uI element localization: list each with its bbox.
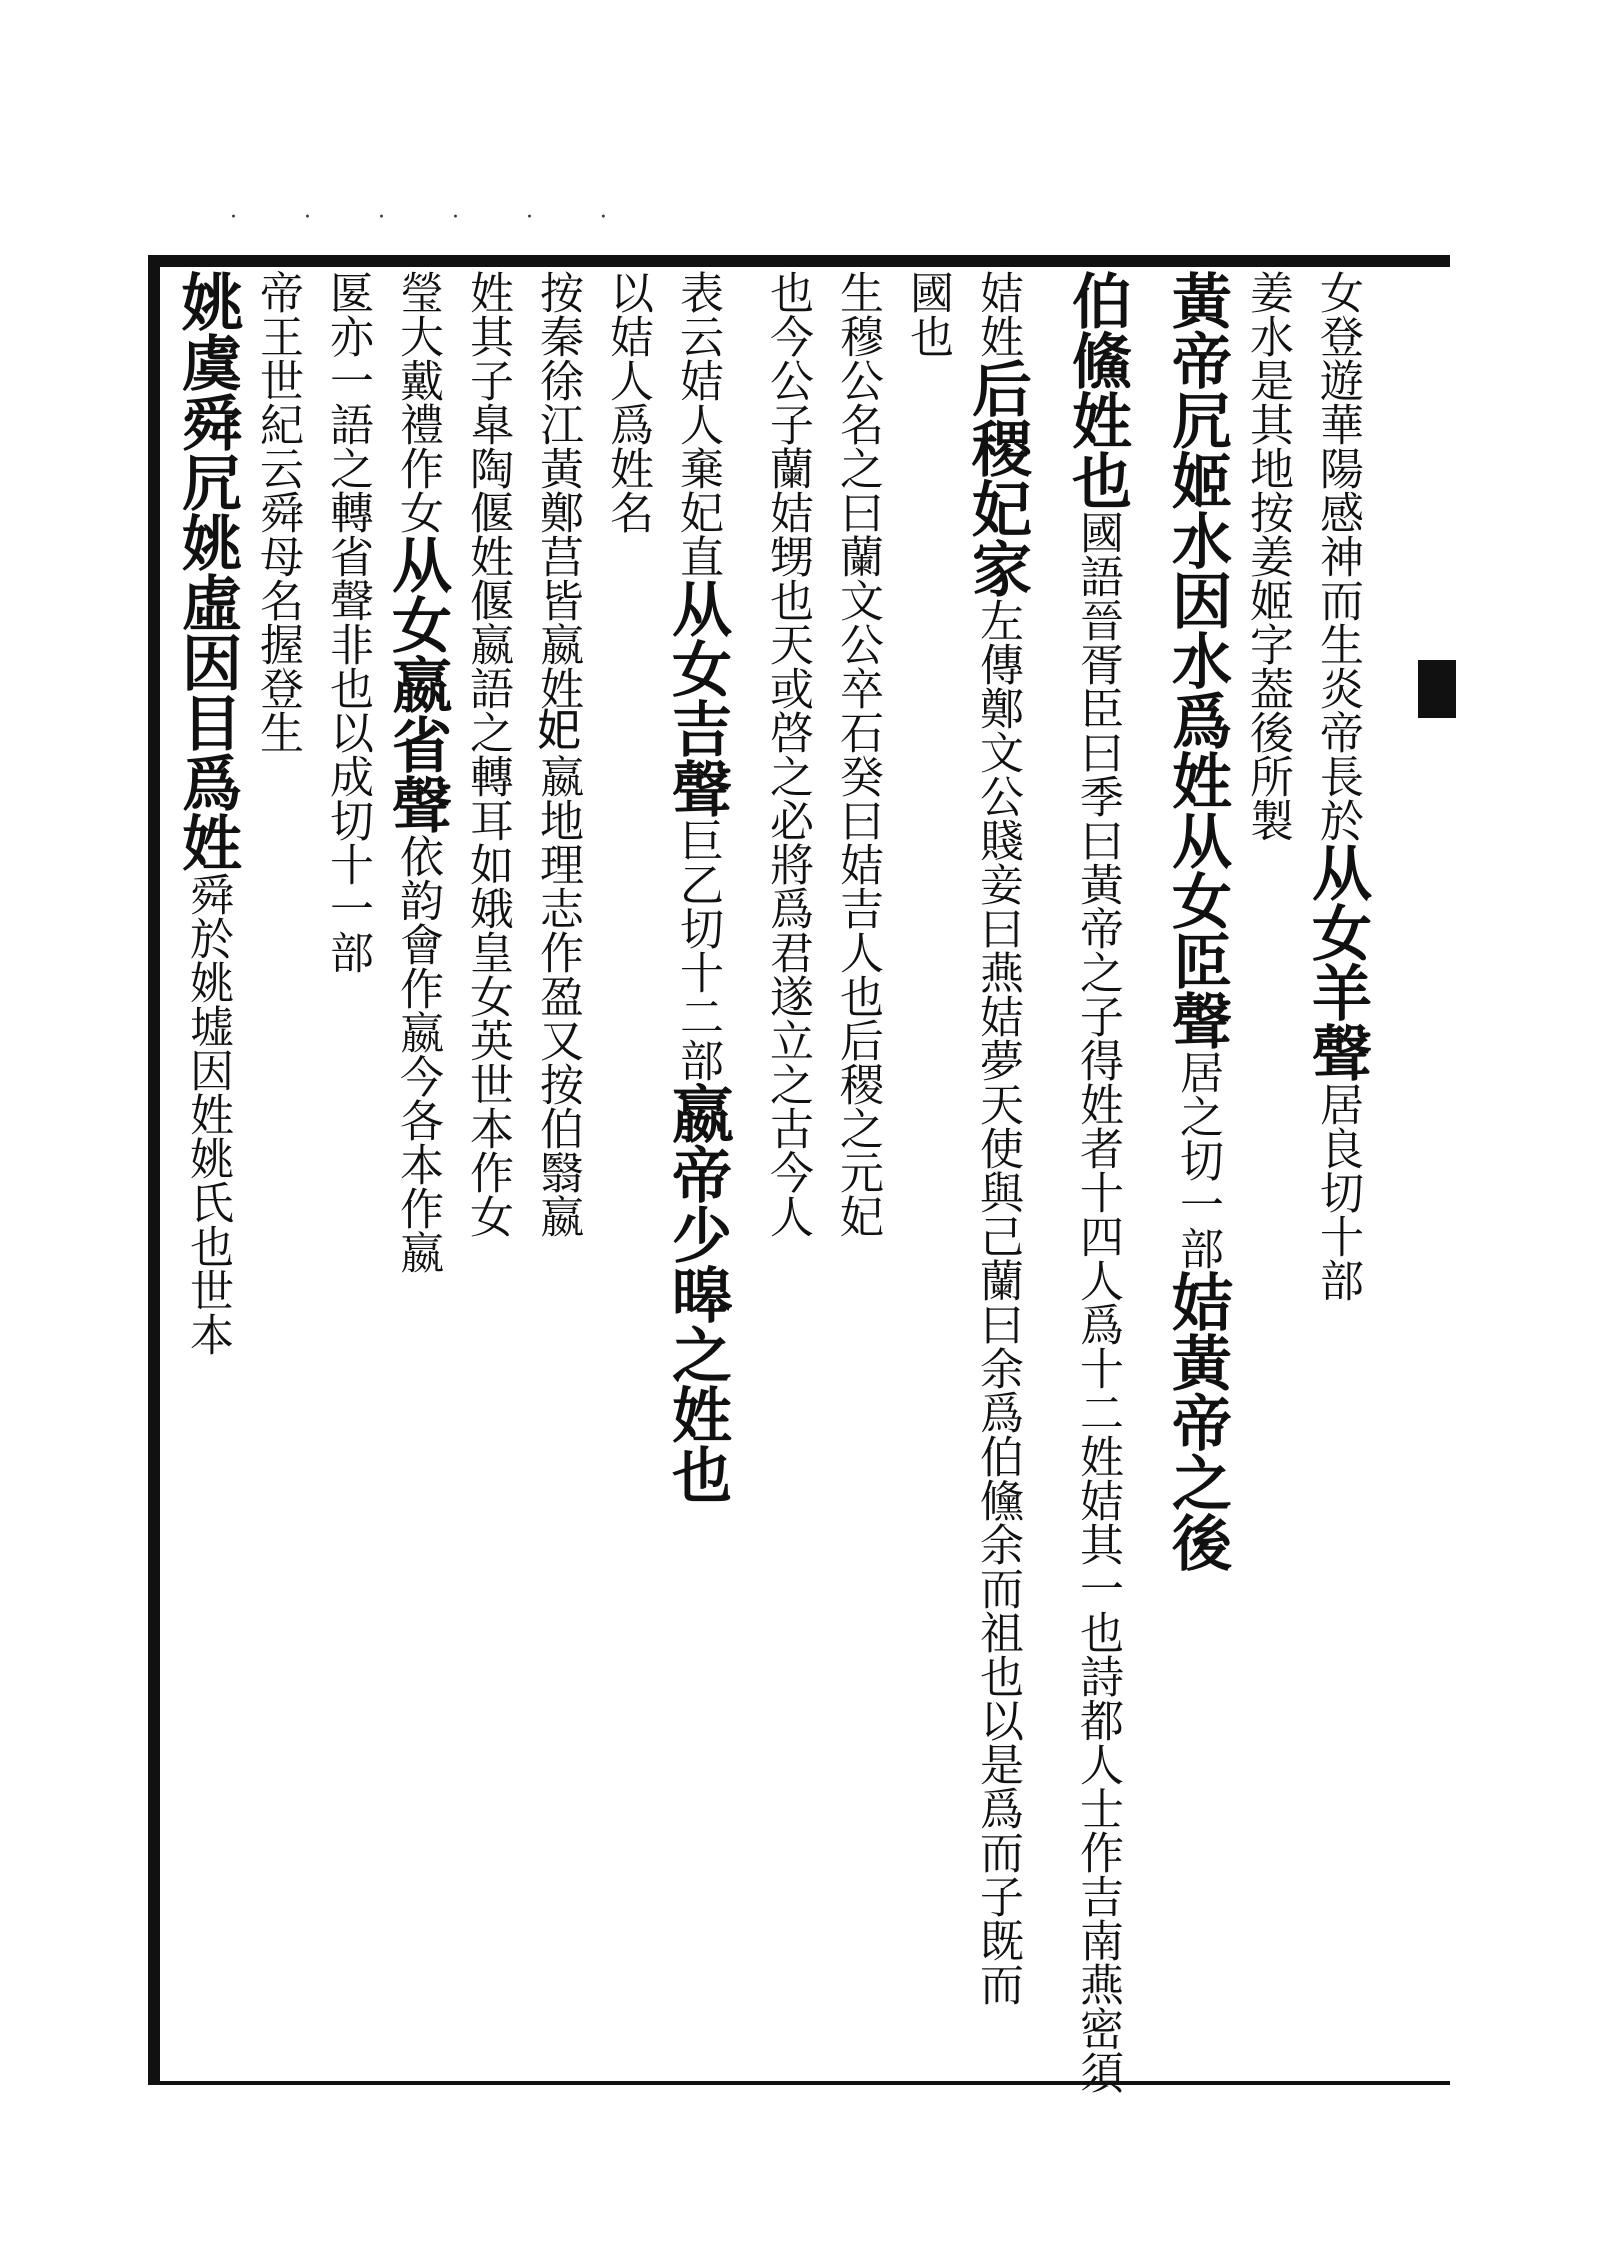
commentary-text: 姓其子臯陶偃姓偃嬴語之轉耳如娥皇女英世本作女 — [462, 270, 513, 1238]
commentary-text: 以姞人爲姓名 — [602, 270, 653, 534]
commentary-text: 姜水是其地按姜姬字葢後所製 — [1242, 270, 1293, 842]
commentary-text: 帝王世紀云舜母名握登生 — [252, 270, 303, 754]
text-column — [960, 270, 1034, 2006]
commentary-text: 姞姓 — [972, 270, 1023, 358]
main-entry-text: 从女羊聲 — [1302, 842, 1372, 1082]
top-specks: · · · · · · — [230, 205, 637, 230]
text-column — [1060, 270, 1134, 2094]
commentary-text: 也今公子蘭姞甥也天或啓之必將爲君遂立之古今人 — [762, 270, 813, 1238]
commentary-text: 女登遊華陽感神而生炎帝長於 — [1312, 270, 1363, 842]
text-column — [520, 270, 594, 1238]
text-column — [590, 270, 664, 534]
commentary-text: 生穆公名之曰蘭文公卒石癸曰姞吉人也后稷之元妃 — [832, 270, 883, 1238]
text-column — [450, 270, 524, 1238]
commentary-text: 居良切十部 — [1312, 1082, 1363, 1302]
text-column — [750, 270, 824, 1238]
text-column — [170, 270, 244, 1356]
commentary-text: 居之切一部 — [1172, 1050, 1223, 1270]
main-entry-text: 从女吉聲 — [662, 578, 732, 818]
text-column — [890, 270, 964, 358]
text-column — [1230, 270, 1304, 842]
commentary-text: 瑩大戴禮作女 — [392, 270, 443, 534]
text-column — [660, 270, 734, 1504]
main-entry-text: 后稷妃家 — [962, 358, 1032, 598]
commentary-text: 匽亦一語之轉 — [322, 270, 373, 534]
commentary-text: 依韵會作嬴今各本作嬴 — [392, 834, 443, 1274]
commentary-text: 表云姞人棄妃直 — [672, 270, 723, 578]
main-entry-text: 黃帝凥姬水因水爲姓从女𦣝聲 — [1162, 270, 1232, 1050]
text-column — [380, 270, 454, 1274]
seal-character: 嬴 — [661, 1082, 734, 1144]
main-entry-text: 黃帝之後 — [1162, 1332, 1232, 1572]
main-entry-text: 帝少暤之姓也 — [662, 1144, 732, 1504]
commentary-text: 巨乙切十二部 — [672, 818, 723, 1082]
commentary-text: 按秦徐江黃鄭莒皆嬴姓𡚱嬴地理志作盈又按伯翳嬴 — [532, 270, 583, 1238]
commentary-text: 國語晉胥臣曰季曰黃帝之子得姓者十四人爲十二姓姞其一也詩都人士作吉南燕密須 — [1072, 510, 1123, 2094]
text-column — [1160, 270, 1234, 1572]
text-column — [310, 270, 384, 974]
main-entry-text: 虞舜凥姚虛因目爲姓 — [172, 332, 242, 872]
commentary-text: 舜於姚墟因姓姚氏也世本 — [182, 872, 233, 1356]
main-entry-text: 从女嬴省聲 — [382, 534, 452, 834]
commentary-text: 左傳鄭文公賤妾曰燕姞夢天使與己蘭曰余爲伯儵余而祖也以是爲而子既而 — [972, 598, 1023, 2006]
text-column — [240, 270, 314, 754]
text-column — [1300, 270, 1374, 1302]
commentary-text: 國也 — [902, 270, 953, 358]
seal-character: 姞 — [1161, 1270, 1234, 1332]
commentary-text: 省聲非也以成切十一部 — [322, 534, 373, 974]
text-columns — [0, 270, 1600, 2094]
main-entry-text: 伯鯈姓也 — [1062, 270, 1132, 510]
text-column — [820, 270, 894, 1238]
seal-character: 姚 — [171, 270, 244, 332]
